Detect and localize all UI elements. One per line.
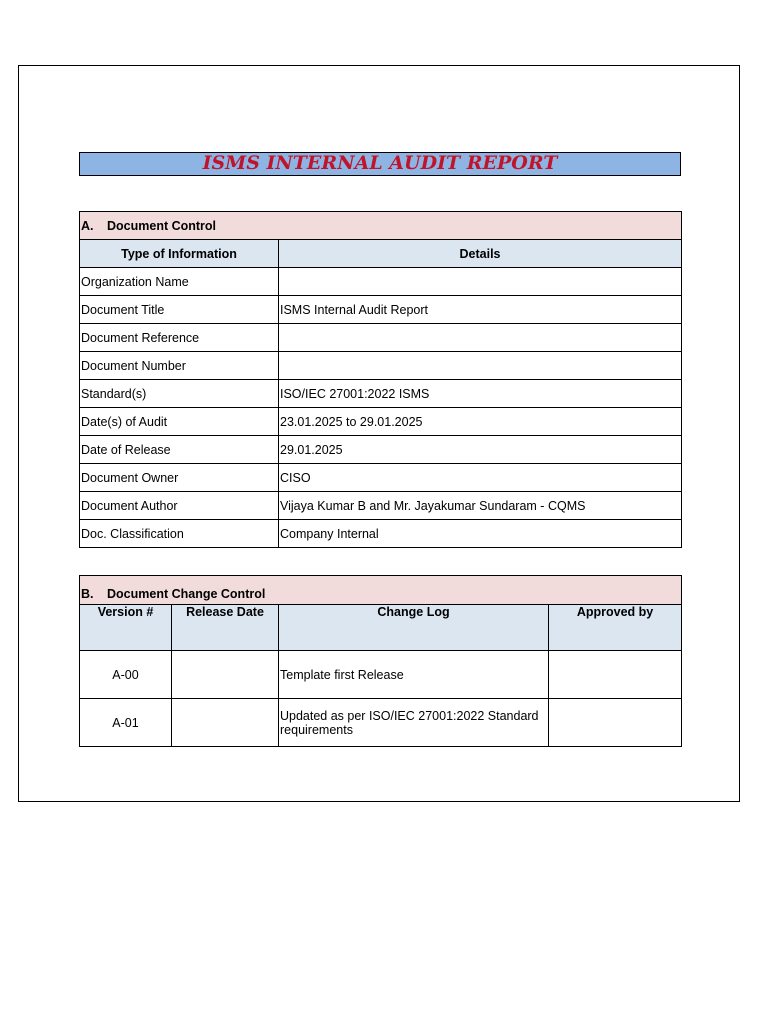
section-b-letter: B.	[81, 587, 94, 601]
section-a-letter: A.	[81, 218, 94, 233]
change-control-table	[79, 575, 682, 747]
change-log-cell: Updated as per ISO/IEC 27001:2022 Standard requirements	[279, 699, 549, 747]
row-label: Document Author	[80, 492, 279, 520]
approved-by-cell	[549, 651, 682, 699]
table-row	[80, 296, 682, 324]
release-date-cell	[172, 651, 279, 699]
row-label: Date(s) of Audit	[80, 408, 279, 436]
row-label: Doc. Classification	[80, 520, 279, 548]
document-control-column-headers	[80, 240, 682, 268]
table-row	[80, 268, 682, 296]
row-label: Standard(s)	[80, 380, 279, 408]
section-a-heading: Document Control	[107, 218, 217, 233]
table-row	[80, 464, 682, 492]
table-row	[80, 492, 682, 520]
report-title: ISMS INTERNAL AUDIT REPORT	[79, 152, 681, 176]
row-label: Document Reference	[80, 324, 279, 352]
column-header-approved-by: Approved by	[549, 605, 682, 651]
row-value	[279, 352, 682, 380]
row-label: Document Owner	[80, 464, 279, 492]
table-row	[80, 324, 682, 352]
table-row	[80, 699, 682, 747]
change-control-column-headers	[80, 605, 682, 651]
table-row	[80, 436, 682, 464]
column-header-details: Details	[279, 240, 682, 268]
row-value	[279, 268, 682, 296]
column-header-change-log: Change Log	[279, 605, 549, 651]
approved-by-cell	[549, 699, 682, 747]
row-value: CISO	[279, 464, 682, 492]
column-header-version: Version #	[80, 605, 172, 651]
table-row	[80, 352, 682, 380]
column-header-release-date: Release Date	[172, 605, 279, 651]
row-label: Date of Release	[80, 436, 279, 464]
row-value: ISO/IEC 27001:2022 ISMS	[279, 380, 682, 408]
row-label: Document Title	[80, 296, 279, 324]
table-row	[80, 651, 682, 699]
document-control-table	[79, 211, 682, 548]
column-header-type: Type of Information	[80, 240, 279, 268]
table-row	[80, 408, 682, 436]
section-a-header	[80, 212, 682, 240]
table-row	[80, 520, 682, 548]
row-value	[279, 324, 682, 352]
row-label: Document Number	[80, 352, 279, 380]
section-b-heading: Document Change Control	[107, 587, 266, 601]
row-value: Vijaya Kumar B and Mr. Jayakumar Sundaram - CQMS	[279, 492, 682, 520]
release-date-cell	[172, 699, 279, 747]
row-value: 23.01.2025 to 29.01.2025	[279, 408, 682, 436]
row-value: ISMS Internal Audit Report	[279, 296, 682, 324]
version-cell: A-01	[80, 699, 172, 747]
row-value: 29.01.2025	[279, 436, 682, 464]
change-log-cell: Template first Release	[279, 651, 549, 699]
row-value: Company Internal	[279, 520, 682, 548]
row-label: Organization Name	[80, 268, 279, 296]
table-row	[80, 380, 682, 408]
section-b-header	[80, 576, 682, 605]
version-cell: A-00	[80, 651, 172, 699]
